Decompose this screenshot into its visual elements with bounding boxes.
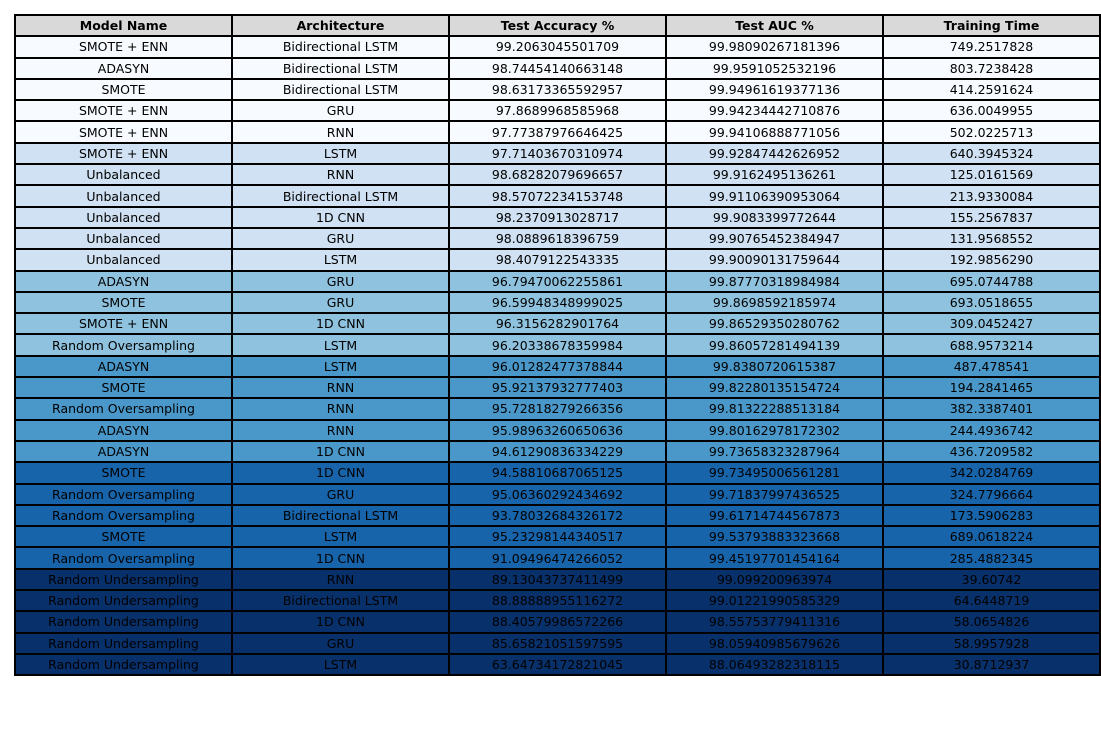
table-row bbox=[15, 36, 1100, 57]
cell-architecture: GRU bbox=[232, 100, 449, 121]
cell-test-auc: 98.55753779411316 bbox=[666, 611, 883, 632]
table-row bbox=[15, 633, 1100, 654]
cell-training-time: 749.2517828 bbox=[883, 36, 1100, 57]
cell-model-name: ADASYN bbox=[15, 420, 232, 441]
cell-training-time: 689.0618224 bbox=[883, 526, 1100, 547]
cell-model-name: ADASYN bbox=[15, 271, 232, 292]
cell-architecture: LSTM bbox=[232, 356, 449, 377]
table-row bbox=[15, 79, 1100, 100]
cell-architecture: GRU bbox=[232, 271, 449, 292]
cell-test-auc: 99.099200963974 bbox=[666, 569, 883, 590]
cell-test-auc: 99.8698592185974 bbox=[666, 292, 883, 313]
cell-test-accuracy: 96.79470062255861 bbox=[449, 271, 666, 292]
cell-model-name: SMOTE bbox=[15, 79, 232, 100]
table-row bbox=[15, 121, 1100, 142]
cell-test-auc: 99.73658323287964 bbox=[666, 441, 883, 462]
cell-test-accuracy: 96.59948348999025 bbox=[449, 292, 666, 313]
cell-model-name: ADASYN bbox=[15, 441, 232, 462]
table-row bbox=[15, 611, 1100, 632]
cell-test-accuracy: 91.09496474266052 bbox=[449, 547, 666, 568]
cell-training-time: 636.0049955 bbox=[883, 100, 1100, 121]
results-table bbox=[14, 14, 1101, 676]
cell-training-time: 436.7209582 bbox=[883, 441, 1100, 462]
cell-architecture: LSTM bbox=[232, 654, 449, 675]
cell-test-auc: 99.8380720615387 bbox=[666, 356, 883, 377]
cell-test-accuracy: 88.88888955116272 bbox=[449, 590, 666, 611]
cell-training-time: 58.9957928 bbox=[883, 633, 1100, 654]
cell-test-auc: 99.80162978172302 bbox=[666, 420, 883, 441]
table-row bbox=[15, 484, 1100, 505]
cell-architecture: Bidirectional LSTM bbox=[232, 79, 449, 100]
cell-test-accuracy: 96.20338678359984 bbox=[449, 334, 666, 355]
cell-test-accuracy: 98.2370913028717 bbox=[449, 207, 666, 228]
cell-test-accuracy: 88.40579986572266 bbox=[449, 611, 666, 632]
cell-architecture: RNN bbox=[232, 121, 449, 142]
cell-model-name: Random Undersampling bbox=[15, 569, 232, 590]
cell-test-accuracy: 95.92137932777403 bbox=[449, 377, 666, 398]
cell-test-auc: 99.94106888771056 bbox=[666, 121, 883, 142]
cell-training-time: 131.9568552 bbox=[883, 228, 1100, 249]
cell-test-auc: 99.94234442710876 bbox=[666, 100, 883, 121]
cell-test-accuracy: 85.65821051597595 bbox=[449, 633, 666, 654]
cell-test-accuracy: 97.71403670310974 bbox=[449, 143, 666, 164]
cell-architecture: LSTM bbox=[232, 249, 449, 270]
cell-training-time: 693.0518655 bbox=[883, 292, 1100, 313]
cell-test-auc: 99.73495006561281 bbox=[666, 462, 883, 483]
cell-test-accuracy: 95.06360292434692 bbox=[449, 484, 666, 505]
cell-test-auc: 99.71837997436525 bbox=[666, 484, 883, 505]
table-row bbox=[15, 228, 1100, 249]
cell-test-accuracy: 98.68282079696657 bbox=[449, 164, 666, 185]
cell-test-auc: 99.92847442626952 bbox=[666, 143, 883, 164]
cell-model-name: SMOTE + ENN bbox=[15, 36, 232, 57]
cell-model-name: Random Oversampling bbox=[15, 334, 232, 355]
cell-model-name: Random Oversampling bbox=[15, 484, 232, 505]
cell-model-name: Unbalanced bbox=[15, 207, 232, 228]
cell-test-accuracy: 95.23298144340517 bbox=[449, 526, 666, 547]
cell-architecture: Bidirectional LSTM bbox=[232, 185, 449, 206]
cell-architecture: GRU bbox=[232, 633, 449, 654]
cell-architecture: RNN bbox=[232, 569, 449, 590]
cell-test-accuracy: 93.78032684326172 bbox=[449, 505, 666, 526]
cell-training-time: 155.2567837 bbox=[883, 207, 1100, 228]
cell-test-accuracy: 89.13043737411499 bbox=[449, 569, 666, 590]
cell-model-name: Unbalanced bbox=[15, 185, 232, 206]
cell-training-time: 324.7796664 bbox=[883, 484, 1100, 505]
cell-test-auc: 99.86529350280762 bbox=[666, 313, 883, 334]
cell-test-accuracy: 97.8689968585968 bbox=[449, 100, 666, 121]
table-row bbox=[15, 313, 1100, 334]
table-row bbox=[15, 334, 1100, 355]
cell-test-accuracy: 96.01282477378844 bbox=[449, 356, 666, 377]
cell-model-name: SMOTE + ENN bbox=[15, 121, 232, 142]
cell-training-time: 803.7238428 bbox=[883, 58, 1100, 79]
cell-training-time: 64.6448719 bbox=[883, 590, 1100, 611]
cell-training-time: 192.9856290 bbox=[883, 249, 1100, 270]
cell-architecture: Bidirectional LSTM bbox=[232, 36, 449, 57]
cell-test-accuracy: 94.58810687065125 bbox=[449, 462, 666, 483]
cell-model-name: SMOTE + ENN bbox=[15, 100, 232, 121]
header-row bbox=[15, 15, 1100, 36]
cell-model-name: SMOTE bbox=[15, 292, 232, 313]
table-row bbox=[15, 398, 1100, 419]
table-row bbox=[15, 547, 1100, 568]
cell-training-time: 213.9330084 bbox=[883, 185, 1100, 206]
header-test-auc: Test AUC % bbox=[666, 15, 883, 36]
cell-test-auc: 98.05940985679626 bbox=[666, 633, 883, 654]
cell-training-time: 285.4882345 bbox=[883, 547, 1100, 568]
cell-training-time: 194.2841465 bbox=[883, 377, 1100, 398]
cell-model-name: ADASYN bbox=[15, 58, 232, 79]
header-training-time: Training Time bbox=[883, 15, 1100, 36]
table-row bbox=[15, 143, 1100, 164]
cell-architecture: 1D CNN bbox=[232, 313, 449, 334]
table-row bbox=[15, 420, 1100, 441]
cell-model-name: Random Oversampling bbox=[15, 547, 232, 568]
cell-model-name: Random Oversampling bbox=[15, 505, 232, 526]
cell-model-name: SMOTE bbox=[15, 526, 232, 547]
cell-training-time: 688.9573214 bbox=[883, 334, 1100, 355]
table-row bbox=[15, 441, 1100, 462]
cell-architecture: LSTM bbox=[232, 143, 449, 164]
cell-test-accuracy: 98.74454140663148 bbox=[449, 58, 666, 79]
table-row bbox=[15, 271, 1100, 292]
cell-model-name: ADASYN bbox=[15, 356, 232, 377]
cell-architecture: GRU bbox=[232, 484, 449, 505]
cell-test-auc: 99.98090267181396 bbox=[666, 36, 883, 57]
header-test-accuracy: Test Accuracy % bbox=[449, 15, 666, 36]
cell-architecture: RNN bbox=[232, 377, 449, 398]
cell-test-accuracy: 98.57072234153748 bbox=[449, 185, 666, 206]
cell-architecture: GRU bbox=[232, 228, 449, 249]
cell-test-auc: 99.53793883323668 bbox=[666, 526, 883, 547]
cell-model-name: Random Undersampling bbox=[15, 633, 232, 654]
table-row bbox=[15, 356, 1100, 377]
cell-model-name: Unbalanced bbox=[15, 164, 232, 185]
header-model-name: Model Name bbox=[15, 15, 232, 36]
table-row bbox=[15, 58, 1100, 79]
table-row bbox=[15, 249, 1100, 270]
cell-test-accuracy: 96.3156282901764 bbox=[449, 313, 666, 334]
header-architecture: Architecture bbox=[232, 15, 449, 36]
table-row bbox=[15, 526, 1100, 547]
cell-training-time: 58.0654826 bbox=[883, 611, 1100, 632]
cell-architecture: LSTM bbox=[232, 526, 449, 547]
cell-test-auc: 99.45197701454164 bbox=[666, 547, 883, 568]
cell-training-time: 382.3387401 bbox=[883, 398, 1100, 419]
cell-test-auc: 99.90765452384947 bbox=[666, 228, 883, 249]
cell-training-time: 39.60742 bbox=[883, 569, 1100, 590]
table-body bbox=[15, 36, 1100, 675]
cell-training-time: 640.3945324 bbox=[883, 143, 1100, 164]
cell-training-time: 695.0744788 bbox=[883, 271, 1100, 292]
cell-architecture: 1D CNN bbox=[232, 547, 449, 568]
cell-training-time: 487.478541 bbox=[883, 356, 1100, 377]
cell-training-time: 414.2591624 bbox=[883, 79, 1100, 100]
table-row bbox=[15, 462, 1100, 483]
cell-model-name: SMOTE + ENN bbox=[15, 143, 232, 164]
table-row bbox=[15, 569, 1100, 590]
cell-architecture: 1D CNN bbox=[232, 611, 449, 632]
cell-test-accuracy: 94.61290836334229 bbox=[449, 441, 666, 462]
cell-test-auc: 99.91106390953064 bbox=[666, 185, 883, 206]
table-row bbox=[15, 164, 1100, 185]
cell-test-auc: 99.81322288513184 bbox=[666, 398, 883, 419]
cell-model-name: Unbalanced bbox=[15, 228, 232, 249]
cell-model-name: SMOTE bbox=[15, 462, 232, 483]
cell-architecture: Bidirectional LSTM bbox=[232, 505, 449, 526]
cell-test-accuracy: 63.64734172821045 bbox=[449, 654, 666, 675]
cell-test-accuracy: 98.0889618396759 bbox=[449, 228, 666, 249]
cell-test-accuracy: 95.98963260650636 bbox=[449, 420, 666, 441]
cell-architecture: Bidirectional LSTM bbox=[232, 590, 449, 611]
cell-test-accuracy: 97.77387976646425 bbox=[449, 121, 666, 142]
cell-model-name: Random Undersampling bbox=[15, 590, 232, 611]
cell-training-time: 30.8712937 bbox=[883, 654, 1100, 675]
table-row bbox=[15, 185, 1100, 206]
cell-test-auc: 99.9162495136261 bbox=[666, 164, 883, 185]
results-table-container bbox=[14, 14, 1040, 737]
cell-model-name: SMOTE + ENN bbox=[15, 313, 232, 334]
table-row bbox=[15, 292, 1100, 313]
cell-test-auc: 99.86057281494139 bbox=[666, 334, 883, 355]
cell-training-time: 173.5906283 bbox=[883, 505, 1100, 526]
cell-model-name: Random Undersampling bbox=[15, 611, 232, 632]
cell-test-auc: 88.06493282318115 bbox=[666, 654, 883, 675]
cell-model-name: Random Undersampling bbox=[15, 654, 232, 675]
cell-test-accuracy: 98.4079122543335 bbox=[449, 249, 666, 270]
cell-architecture: GRU bbox=[232, 292, 449, 313]
cell-training-time: 342.0284769 bbox=[883, 462, 1100, 483]
cell-training-time: 309.0452427 bbox=[883, 313, 1100, 334]
cell-training-time: 244.4936742 bbox=[883, 420, 1100, 441]
table-row bbox=[15, 377, 1100, 398]
cell-architecture: 1D CNN bbox=[232, 462, 449, 483]
table-row bbox=[15, 654, 1100, 675]
cell-test-accuracy: 95.72818279266356 bbox=[449, 398, 666, 419]
cell-architecture: Bidirectional LSTM bbox=[232, 58, 449, 79]
cell-architecture: RNN bbox=[232, 420, 449, 441]
cell-architecture: RNN bbox=[232, 398, 449, 419]
cell-test-accuracy: 99.2063045501709 bbox=[449, 36, 666, 57]
cell-test-auc: 99.87770318984984 bbox=[666, 271, 883, 292]
cell-architecture: RNN bbox=[232, 164, 449, 185]
cell-model-name: SMOTE bbox=[15, 377, 232, 398]
cell-model-name: Unbalanced bbox=[15, 249, 232, 270]
cell-training-time: 502.0225713 bbox=[883, 121, 1100, 142]
cell-test-auc: 99.61714744567873 bbox=[666, 505, 883, 526]
cell-training-time: 125.0161569 bbox=[883, 164, 1100, 185]
table-row bbox=[15, 207, 1100, 228]
cell-test-auc: 99.82280135154724 bbox=[666, 377, 883, 398]
cell-test-auc: 99.90090131759644 bbox=[666, 249, 883, 270]
cell-architecture: 1D CNN bbox=[232, 207, 449, 228]
cell-architecture: LSTM bbox=[232, 334, 449, 355]
table-row bbox=[15, 100, 1100, 121]
cell-test-auc: 99.94961619377136 bbox=[666, 79, 883, 100]
cell-test-accuracy: 98.63173365592957 bbox=[449, 79, 666, 100]
cell-architecture: 1D CNN bbox=[232, 441, 449, 462]
cell-test-auc: 99.01221990585329 bbox=[666, 590, 883, 611]
cell-test-auc: 99.9083399772644 bbox=[666, 207, 883, 228]
table-row bbox=[15, 590, 1100, 611]
cell-model-name: Random Oversampling bbox=[15, 398, 232, 419]
cell-test-auc: 99.9591052532196 bbox=[666, 58, 883, 79]
table-row bbox=[15, 505, 1100, 526]
